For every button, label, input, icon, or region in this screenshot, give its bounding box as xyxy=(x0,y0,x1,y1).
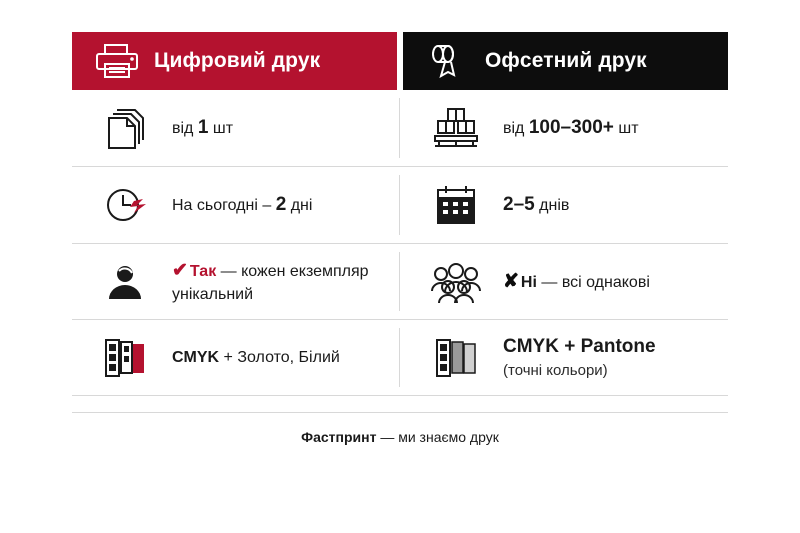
clock-fast-icon xyxy=(94,181,156,229)
cell-digital-personalization xyxy=(72,244,397,319)
cell-digital-turnaround-text: На сьогодні – 2 дні xyxy=(172,194,313,216)
cell-digital-colors-text: CMYK + Золото, Білий xyxy=(172,348,340,366)
color-swatch-gray-icon xyxy=(425,335,487,381)
printer-icon xyxy=(94,42,140,80)
table-row xyxy=(72,320,728,396)
paper-stack-icon xyxy=(94,104,156,152)
offset-roll-icon xyxy=(425,42,471,80)
footer-tagline xyxy=(72,412,728,445)
table-row xyxy=(72,244,728,320)
brand-name: Фастпринт xyxy=(301,429,377,445)
table-header-row xyxy=(72,32,728,90)
cell-digital-quantity-text: від 1 шт xyxy=(172,117,234,139)
footer-tagline-text: — ми знаємо друк xyxy=(376,429,499,445)
cell-offset-turnaround xyxy=(403,167,728,243)
table-row xyxy=(72,90,728,167)
check-icon: ✔ xyxy=(172,260,188,281)
table-row xyxy=(72,167,728,244)
person-icon xyxy=(94,259,156,305)
cell-offset-colors xyxy=(403,320,728,395)
column-header-offset xyxy=(403,32,728,90)
cell-offset-personalization-text: ✘ Ні — всі однакові xyxy=(503,270,650,292)
cell-offset-quantity-text: від 100–300+ шт xyxy=(503,117,639,139)
cell-offset-colors-text: CMYK + Pantone (точні кольори) xyxy=(503,334,656,381)
color-swatch-red-icon xyxy=(94,335,156,381)
boxes-pallet-icon xyxy=(425,105,487,151)
cell-digital-turnaround xyxy=(72,167,397,243)
calendar-icon xyxy=(425,182,487,228)
column-header-digital-label: Цифровий друк xyxy=(154,49,321,72)
cell-digital-colors xyxy=(72,320,397,395)
cross-icon: ✘ xyxy=(503,270,519,292)
column-header-offset-label: Офсетний друк xyxy=(485,49,647,72)
cell-digital-personalization-text: ✔ Так — кожен екземпляр унікальний xyxy=(172,260,369,303)
cell-digital-quantity xyxy=(72,90,397,166)
cell-offset-quantity xyxy=(403,90,728,166)
cell-offset-colors-subtext: (точні кольори) xyxy=(503,361,608,379)
cell-offset-personalization xyxy=(403,244,728,319)
comparison-table xyxy=(72,32,728,396)
cell-offset-turnaround-text: 2–5 днів xyxy=(503,194,570,216)
people-group-icon xyxy=(425,260,487,304)
column-header-digital xyxy=(72,32,397,90)
